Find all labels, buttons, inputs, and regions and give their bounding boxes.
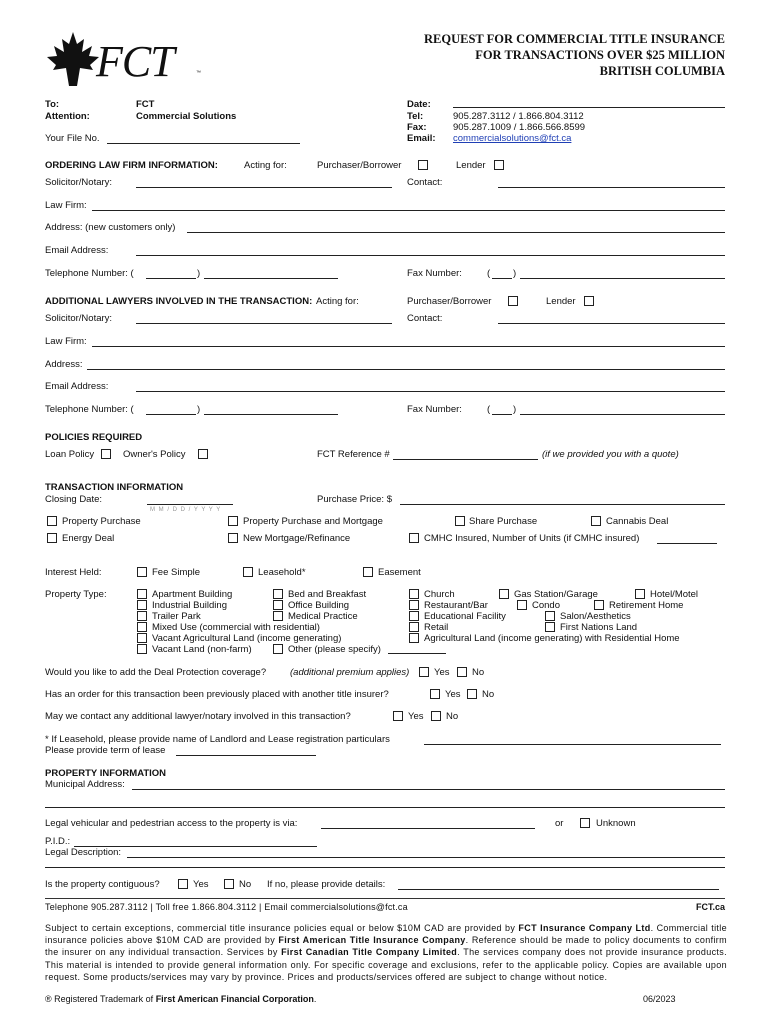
cmhc-checkbox[interactable] xyxy=(409,533,419,543)
transaction-heading: TRANSACTION INFORMATION xyxy=(45,482,184,493)
additional-email-label: Email Address: xyxy=(45,381,109,392)
additional-heading: ADDITIONAL LAWYERS INVOLVED IN THE TRANSACTION: xyxy=(45,296,313,307)
property-purchase-checkbox[interactable] xyxy=(47,516,57,526)
closing-date-label: Closing Date: xyxy=(45,494,103,505)
deal-protection-yes-checkbox[interactable] xyxy=(419,667,429,677)
easement-checkbox[interactable] xyxy=(363,567,373,577)
contiguous-yes-checkbox[interactable] xyxy=(178,879,188,889)
fee-simple-checkbox[interactable] xyxy=(137,567,147,577)
retirement-label: Retirement Home xyxy=(609,600,684,611)
ordering-fax-close: ) xyxy=(513,268,517,279)
ordering-fax-label: Fax Number: xyxy=(407,268,462,279)
municipal-address-label: Municipal Address: xyxy=(45,779,125,790)
additional-telephone-input[interactable] xyxy=(204,414,338,415)
email-link[interactable]: commercialsolutions@fct.ca xyxy=(453,133,572,144)
ordering-lawfirm-label: Law Firm: xyxy=(45,200,87,211)
additional-email-input[interactable] xyxy=(136,391,725,392)
disclaimer-part-1: Subject to certain exceptions, commercial title insurance policies equal or below $10M CAD are provided by xyxy=(45,923,519,933)
ordering-contact-label: Contact: xyxy=(407,177,443,188)
ordering-lawfirm-input[interactable] xyxy=(92,210,725,211)
lease-term-input[interactable] xyxy=(176,755,316,756)
church-label: Church xyxy=(424,589,455,600)
your-file-input[interactable] xyxy=(107,143,300,144)
access-input[interactable] xyxy=(321,828,535,829)
contiguous-yes-label: Yes xyxy=(193,879,209,890)
municipal-address-input[interactable] xyxy=(132,789,725,790)
church-checkbox[interactable] xyxy=(409,589,419,599)
additional-fax-input[interactable] xyxy=(520,414,725,415)
maple-leaf-icon xyxy=(44,30,102,88)
loan-policy-label: Loan Policy xyxy=(45,449,95,460)
ordering-telephone-input[interactable] xyxy=(204,278,338,279)
email-label: Email: xyxy=(407,133,436,144)
cannabis-deal-checkbox[interactable] xyxy=(591,516,601,526)
pid-label: P.I.D.: xyxy=(45,836,71,847)
property-purchase-label: Property Purchase xyxy=(62,516,141,527)
vacant-agri-label: Vacant Agricultural Land (income generating) xyxy=(152,633,342,644)
access-label: Legal vehicular and pedestrian access to the property is via: xyxy=(45,818,298,829)
first-nations-checkbox[interactable] xyxy=(545,622,555,632)
apartment-checkbox[interactable] xyxy=(137,589,147,599)
ordering-email-input[interactable] xyxy=(136,255,725,256)
fct-reference-input[interactable] xyxy=(393,459,538,460)
trademark-first-american: First American Financial Corporation xyxy=(155,994,314,1004)
owners-policy-label: Owner's Policy xyxy=(123,449,186,460)
agri-residential-label: Agricultural Land (income generating) with Residential Home xyxy=(424,633,680,644)
additional-fax-area-input[interactable] xyxy=(492,414,512,415)
retail-label: Retail xyxy=(424,622,449,633)
form-title xyxy=(424,31,725,79)
deal-protection-no-checkbox[interactable] xyxy=(457,667,467,677)
contact-lawyer-yes-label: Yes xyxy=(408,711,424,722)
share-purchase-label: Share Purchase xyxy=(469,516,538,527)
easement-label: Easement xyxy=(378,567,421,578)
fax-value: 905.287.1009 / 1.866.566.8599 xyxy=(453,122,586,133)
educational-checkbox[interactable] xyxy=(409,611,419,621)
to-label: To: xyxy=(45,99,60,110)
ordering-contact-input[interactable] xyxy=(498,187,725,188)
previous-order-no-label: No xyxy=(482,689,495,700)
contact-lawyer-question: May we contact any additional lawyer/notary involved in this transaction? xyxy=(45,711,351,722)
deal-protection-note: (additional premium applies) xyxy=(290,667,410,678)
salon-label: Salon/Aesthetics xyxy=(560,611,631,622)
legal-description-input-2[interactable] xyxy=(45,867,725,868)
fct-logo xyxy=(44,30,204,90)
previous-order-no-checkbox[interactable] xyxy=(467,689,477,699)
deal-protection-no-label: No xyxy=(472,667,485,678)
other-label: Other (please specify) xyxy=(288,644,381,655)
leasehold-note: * If Leasehold, please provide name of Landlord and Lease registration particulars xyxy=(45,734,390,745)
new-mortgage-checkbox[interactable] xyxy=(228,533,238,543)
additional-fax-paren: ( xyxy=(487,404,491,415)
ordering-heading: ORDERING LAW FIRM INFORMATION: xyxy=(45,160,218,171)
contact-lawyer-yes-checkbox[interactable] xyxy=(393,711,403,721)
policies-heading: POLICIES REQUIRED xyxy=(45,432,143,443)
date-label: Date: xyxy=(407,99,431,110)
additional-purchaser-checkbox[interactable] xyxy=(508,296,518,306)
closing-date-hint: M M / D D / Y Y Y Y xyxy=(150,507,222,513)
additional-lawfirm-label: Law Firm: xyxy=(45,336,87,347)
educational-label: Educational Facility xyxy=(424,611,506,622)
disclaimer-fct-insurance: FCT Insurance Company Ltd xyxy=(518,923,651,933)
owners-policy-checkbox[interactable] xyxy=(198,449,208,459)
property-heading: PROPERTY INFORMATION xyxy=(45,768,167,779)
contiguous-details-label: If no, please provide details: xyxy=(267,879,386,890)
additional-fax-label: Fax Number: xyxy=(407,404,462,415)
disclaimer-part-3: . Reference should be made to policy documents to confirm the insurer on any individual transaction. Services by xyxy=(45,935,727,958)
date-input[interactable] xyxy=(453,107,725,108)
vacant-land-label: Vacant Land (non-farm) xyxy=(152,644,252,655)
leasehold-particulars-input[interactable] xyxy=(424,744,721,745)
ordering-fax-area-input[interactable] xyxy=(492,278,512,279)
disclaimer-first-canadian-title: First Canadian Title Company Limited xyxy=(281,947,458,958)
cannabis-deal-label: Cannabis Deal xyxy=(606,516,669,527)
footer-date: 06/2023 xyxy=(643,994,676,1004)
access-or: or xyxy=(555,818,564,829)
bed-breakfast-label: Bed and Breakfast xyxy=(288,589,367,600)
access-unknown-label: Unknown xyxy=(596,818,636,829)
property-type-label: Property Type: xyxy=(45,589,107,600)
ordering-email-label: Email Address: xyxy=(45,245,109,256)
footer-disclaimer xyxy=(45,922,727,983)
logo-tm: ™ xyxy=(196,70,201,76)
additional-solicitor-label: Solicitor/Notary: xyxy=(45,313,113,324)
condo-label: Condo xyxy=(532,600,560,611)
salon-checkbox[interactable] xyxy=(545,611,555,621)
energy-deal-checkbox[interactable] xyxy=(47,533,57,543)
mixed-use-label: Mixed Use (commercial with residential) xyxy=(152,622,320,633)
contiguous-no-checkbox[interactable] xyxy=(224,879,234,889)
purchase-price-label: Purchase Price: $ xyxy=(317,494,392,505)
cmhc-label: CMHC Insured, Number of Units (if CMHC insured) xyxy=(424,533,640,544)
municipal-address-input-2[interactable] xyxy=(45,807,725,808)
additional-contact-input[interactable] xyxy=(498,323,725,324)
interest-held-label: Interest Held: xyxy=(45,567,102,578)
additional-lawfirm-input[interactable] xyxy=(92,346,725,347)
lease-term-label: Please provide term of lease xyxy=(45,745,166,756)
share-purchase-checkbox[interactable] xyxy=(455,516,465,526)
fct-reference-label: FCT Reference # xyxy=(317,449,390,460)
additional-area-code-input[interactable] xyxy=(146,414,196,415)
to-value: FCT xyxy=(136,99,155,110)
footer-site[interactable]: FCT.ca xyxy=(696,902,726,912)
apartment-label: Apartment Building xyxy=(152,589,233,600)
contiguous-details-input[interactable] xyxy=(398,889,719,890)
cmhc-units-input[interactable] xyxy=(657,543,717,544)
ordering-purchaser-label: Purchaser/Borrower xyxy=(317,160,402,171)
footer-trademark xyxy=(45,994,316,1004)
fax-label: Fax: xyxy=(407,122,427,133)
vacant-land-checkbox[interactable] xyxy=(137,644,147,654)
title-line-3: BRITISH COLUMBIA xyxy=(599,64,725,78)
previous-order-yes-checkbox[interactable] xyxy=(430,689,440,699)
fct-reference-note: (if we provided you with a quote) xyxy=(542,449,679,460)
additional-lender-label: Lender xyxy=(546,296,576,307)
gas-station-label: Gas Station/Garage xyxy=(514,589,598,600)
disclaimer-first-american-title: First American Title Insurance Company xyxy=(278,935,466,946)
legal-description-input[interactable] xyxy=(127,857,725,858)
contiguous-no-label: No xyxy=(239,879,252,890)
office-label: Office Building xyxy=(288,600,350,611)
retail-checkbox[interactable] xyxy=(409,622,419,632)
footer-divider xyxy=(45,898,725,899)
new-mortgage-label: New Mortgage/Refinance xyxy=(243,533,351,544)
ordering-lender-label: Lender xyxy=(456,160,486,171)
mixed-use-checkbox[interactable] xyxy=(137,622,147,632)
leasehold-label: Leasehold* xyxy=(258,567,306,578)
restaurant-checkbox[interactable] xyxy=(409,600,419,610)
attention-label: Attention: xyxy=(45,111,90,122)
disclaimer-part-2: . Commercial title insurance policies above $10M CAD are provided by xyxy=(45,923,727,946)
restaurant-label: Restaurant/Bar xyxy=(424,600,488,611)
trailer-park-label: Trailer Park xyxy=(152,611,201,622)
attention-value: Commercial Solutions xyxy=(136,111,237,122)
logo-wordmark: FCT xyxy=(96,37,174,86)
energy-deal-label: Energy Deal xyxy=(62,533,115,544)
industrial-label: Industrial Building xyxy=(152,600,227,611)
gas-station-checkbox[interactable] xyxy=(499,589,509,599)
ordering-lender-checkbox[interactable] xyxy=(494,160,504,170)
ordering-telephone-label: Telephone Number: ( xyxy=(45,268,134,279)
trademark-part-2: . xyxy=(313,994,317,1004)
trademark-part-1: ® Registered Trademark of xyxy=(45,994,156,1004)
industrial-checkbox[interactable] xyxy=(137,600,147,610)
tel-value: 905.287.3112 / 1.866.804.3112 xyxy=(453,111,584,122)
deal-protection-yes-label: Yes xyxy=(434,667,450,678)
medical-checkbox[interactable] xyxy=(273,611,283,621)
office-checkbox[interactable] xyxy=(273,600,283,610)
first-nations-label: First Nations Land xyxy=(560,622,638,633)
additional-address-label: Address: xyxy=(45,359,83,370)
your-file-label: Your File No. xyxy=(45,133,100,144)
previous-order-question: Has an order for this transaction been previously placed with another title insurer? xyxy=(45,689,389,700)
ordering-purchaser-checkbox[interactable] xyxy=(418,160,428,170)
additional-telephone-label: Telephone Number: ( xyxy=(45,404,134,415)
additional-fax-close: ) xyxy=(513,404,517,415)
ordering-fax-paren: ( xyxy=(487,268,491,279)
ordering-area-code-input[interactable] xyxy=(146,278,196,279)
disclaimer-part-4: . The services company does not provide insurance products. This material is intended to provide general information only. For specific coverage and exclusions, refer to the applicable policy. Copies are available upon request. Some products/services may vary by province. Prices and products/services offered are subject to change without notice. xyxy=(45,947,727,982)
additional-purchaser-label: Purchaser/Borrower xyxy=(407,296,492,307)
closing-date-input[interactable] xyxy=(147,504,233,505)
condo-checkbox[interactable] xyxy=(517,600,527,610)
additional-address-input[interactable] xyxy=(87,369,725,370)
additional-solicitor-input[interactable] xyxy=(136,323,392,324)
agri-residential-checkbox[interactable] xyxy=(409,633,419,643)
previous-order-yes-label: Yes xyxy=(445,689,461,700)
ordering-solicitor-input[interactable] xyxy=(136,187,392,188)
purchase-price-input[interactable] xyxy=(400,504,725,505)
vacant-agri-checkbox[interactable] xyxy=(137,633,147,643)
contact-lawyer-no-checkbox[interactable] xyxy=(431,711,441,721)
hotel-label: Hotel/Motel xyxy=(650,589,699,600)
trailer-park-checkbox[interactable] xyxy=(137,611,147,621)
other-checkbox[interactable] xyxy=(273,644,283,654)
ordering-address-label: Address: (new customers only) xyxy=(45,222,176,233)
ordering-fax-input[interactable] xyxy=(520,278,725,279)
ordering-tel-close: ) xyxy=(197,268,201,279)
medical-label: Medical Practice xyxy=(288,611,358,622)
deal-protection-question: Would you like to add the Deal Protection coverage? xyxy=(45,667,267,678)
purchase-mortgage-label: Property Purchase and Mortgage xyxy=(243,516,383,527)
legal-description-label: Legal Description: xyxy=(45,847,122,858)
ordering-solicitor-label: Solicitor/Notary: xyxy=(45,177,113,188)
additional-acting-for: Acting for: xyxy=(316,296,359,307)
retirement-checkbox[interactable] xyxy=(594,600,604,610)
leasehold-checkbox[interactable] xyxy=(243,567,253,577)
additional-tel-close: ) xyxy=(197,404,201,415)
access-unknown-checkbox[interactable] xyxy=(580,818,590,828)
title-line-1: REQUEST FOR COMMERCIAL TITLE INSURANCE xyxy=(424,32,725,46)
tel-label: Tel: xyxy=(407,111,424,122)
bed-breakfast-checkbox[interactable] xyxy=(273,589,283,599)
hotel-checkbox[interactable] xyxy=(635,589,645,599)
contact-lawyer-no-label: No xyxy=(446,711,459,722)
ordering-address-input[interactable] xyxy=(187,232,725,233)
purchase-mortgage-checkbox[interactable] xyxy=(228,516,238,526)
additional-contact-label: Contact: xyxy=(407,313,443,324)
title-line-2: FOR TRANSACTIONS OVER $25 MILLION xyxy=(475,48,725,62)
additional-lender-checkbox[interactable] xyxy=(584,296,594,306)
contiguous-question: Is the property contiguous? xyxy=(45,879,160,890)
fee-simple-label: Fee Simple xyxy=(152,567,201,578)
footer-contact-line: Telephone 905.287.3112 | Toll free 1.866.804.3112 | Email commercialsolutions@fct.ca xyxy=(45,902,408,912)
other-input[interactable] xyxy=(388,653,446,654)
ordering-acting-for: Acting for: xyxy=(244,160,287,171)
loan-policy-checkbox[interactable] xyxy=(101,449,111,459)
